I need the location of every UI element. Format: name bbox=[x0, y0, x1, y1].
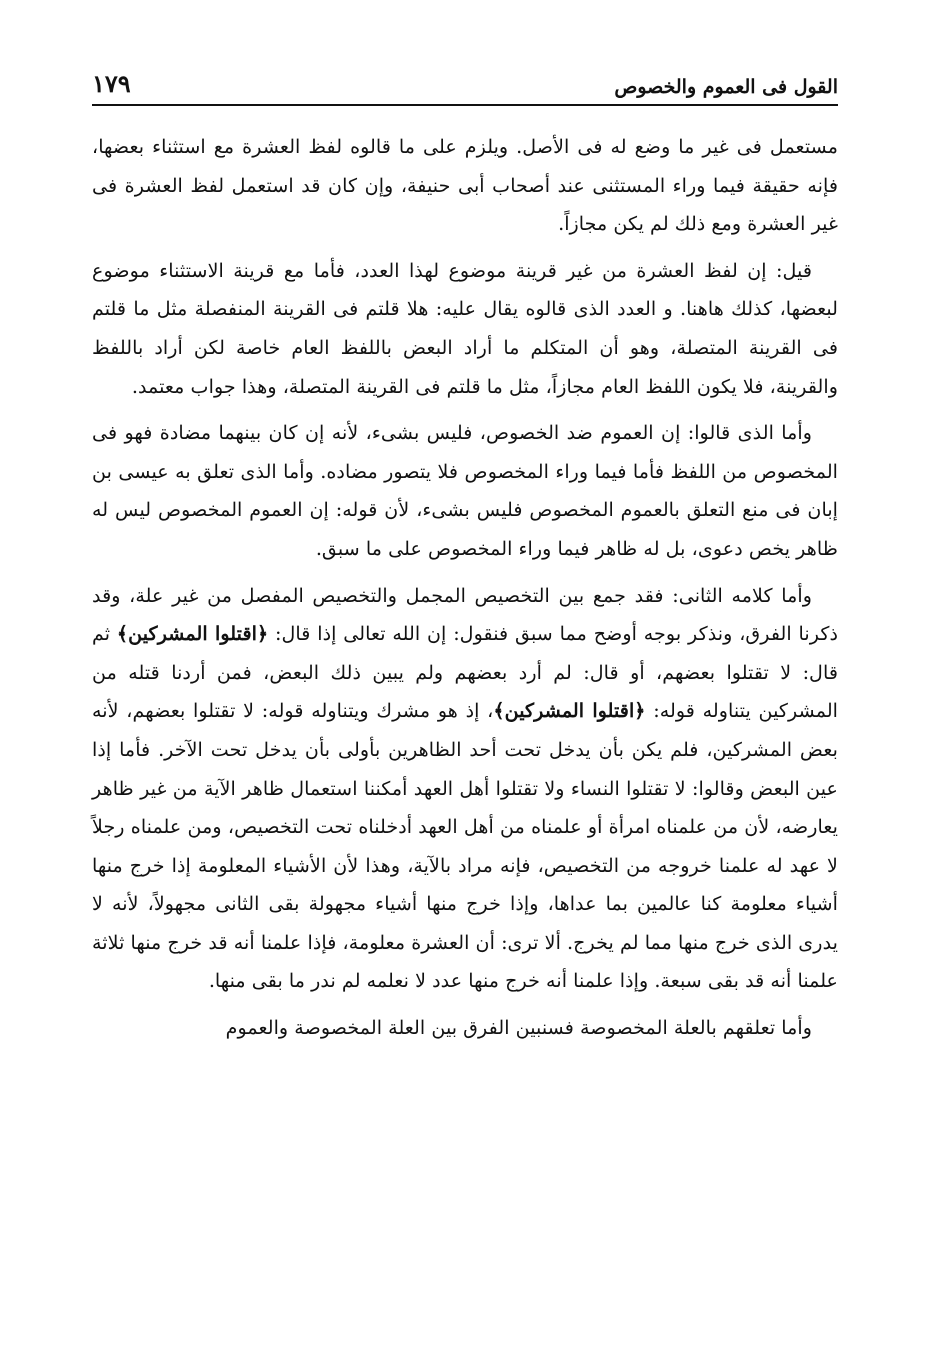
quran-verse-quote: ﴿اقتلوا المشركين﴾ bbox=[493, 699, 646, 723]
quran-verse-quote: ﴿اقتلوا المشركين﴾ bbox=[116, 622, 269, 646]
book-page bbox=[92, 60, 838, 1350]
paragraph-4 bbox=[92, 577, 838, 1002]
body-text bbox=[92, 128, 838, 1048]
running-header bbox=[92, 60, 838, 106]
paragraph-4-part-2: ثم قال: لا تقتلوا بعضهم، أو قال: لم أرد بعضهم ولم يبين ذلك البعض، فمن أردنا قتله من المشركين يتناوله قوله: bbox=[92, 622, 839, 723]
paragraph-2: قيل: إن لفظ العشرة من غير قرينة موضوع لهذا العدد، فأما مع قرينة الاستثناء موضوع لبعضها، كذلك هاهنا. و العدد الذى قالوه يقال عليه: هلا قلتم فى القرينة المنفصلة مثل ما قلتم فى القرينة المتصلة، وهو أن المتكلم ما أراد البعض باللفظ العام خاصة لكن أراد باللفظ والقرينة، فلا يكون اللفظ العام مجازاً، مثل ما قلتم فى القرينة المتصلة، وهذا جواب معتمد. bbox=[92, 258, 838, 398]
paragraph-4-part-1: وأما كلامه الثانى: فقد جمع بين التخصيص المجمل والتخصيص المفصل من غير علة، وقد ذكرنا الفرق، ونذكر بوجه أوضح مما سبق فنقول: إن الله تعالى إذا قال: bbox=[92, 583, 838, 646]
paragraph-3: وأما الذى قالوا: إن العموم ضد الخصوص، فليس بشىء، لأنه إن كان بينهما مضادة فهو فى المخصوص من اللفظ فأما فيما وراء المخصوص فلا يتصور مضاده. وأما الذى تعلق به عيسى بن إبان فى منع التعلق بالعموم المخصوص فليس بشىء، لأن قوله: إن العموم المخصوص ليس له ظاهر يخص دعوى، بل له ظاهر فيما وراء المخصوص على ما سبق. bbox=[92, 421, 838, 560]
chapter-title: القول فى العموم والخصوص bbox=[614, 76, 838, 98]
paragraph-5: وأما تعلقهم بالعلة المخصوصة فسنبين الفرق بين العلة المخصوصة والعموم bbox=[225, 1016, 812, 1040]
page-number: ١٧٩ bbox=[92, 69, 131, 98]
paragraph-1: مستعمل فى غير ما وضع له فى الأصل. ويلزم على ما قالوه لفظ العشرة مع استثناء بعضها، فإنه حقيقة فيما وراء المستثنى عند أصحاب أبى حنيفة، وإن كان قد استعمل لفظ العشرة فى غير العشرة ومع ذلك لم يكن مجازاً. bbox=[92, 135, 838, 236]
paragraph-4-part-3: ، إذ هو مشرك ويتناوله قوله: لا تقتلوا بعضهم، لأنه بعض المشركين، فلم يكن بأن يدخل تحت أحد الظاهرين بأولى بأن يدخل تحت الآخر. فأما إذا عين البعض وقالوا: لا تقتلوا النساء ولا تقتلوا أهل العهد أمكننا استعمال ظاهر الآية من غير ظاهر يعارضه، لأن من علمناه امرأة أو علمناه من أهل العهد أدخلناه تحت التخصيص، ومن علمناه رجلاً لا عهد له علمنا خروجه من التخصيص، فإنه مراد بالآية، وهذا لأن الأشياء المعلومة إذا خرج منها أشياء معلومة كنا عالمين بما عداها، وإذا خرج منها أشياء مجهولة بقى الثانى مجهولاً، لأنه لا يدرى الذى خرج منها مما لم يخرج. ألا ترى: أن العشرة معلومة، فإذا علمنا أنه قد خرج منها ثلاثة علمنا أنه قد بقى سبعة. وإذا علمنا أنه خرج منها عدد لا نعلمه لم ندر ما بقى منها. bbox=[92, 699, 838, 993]
